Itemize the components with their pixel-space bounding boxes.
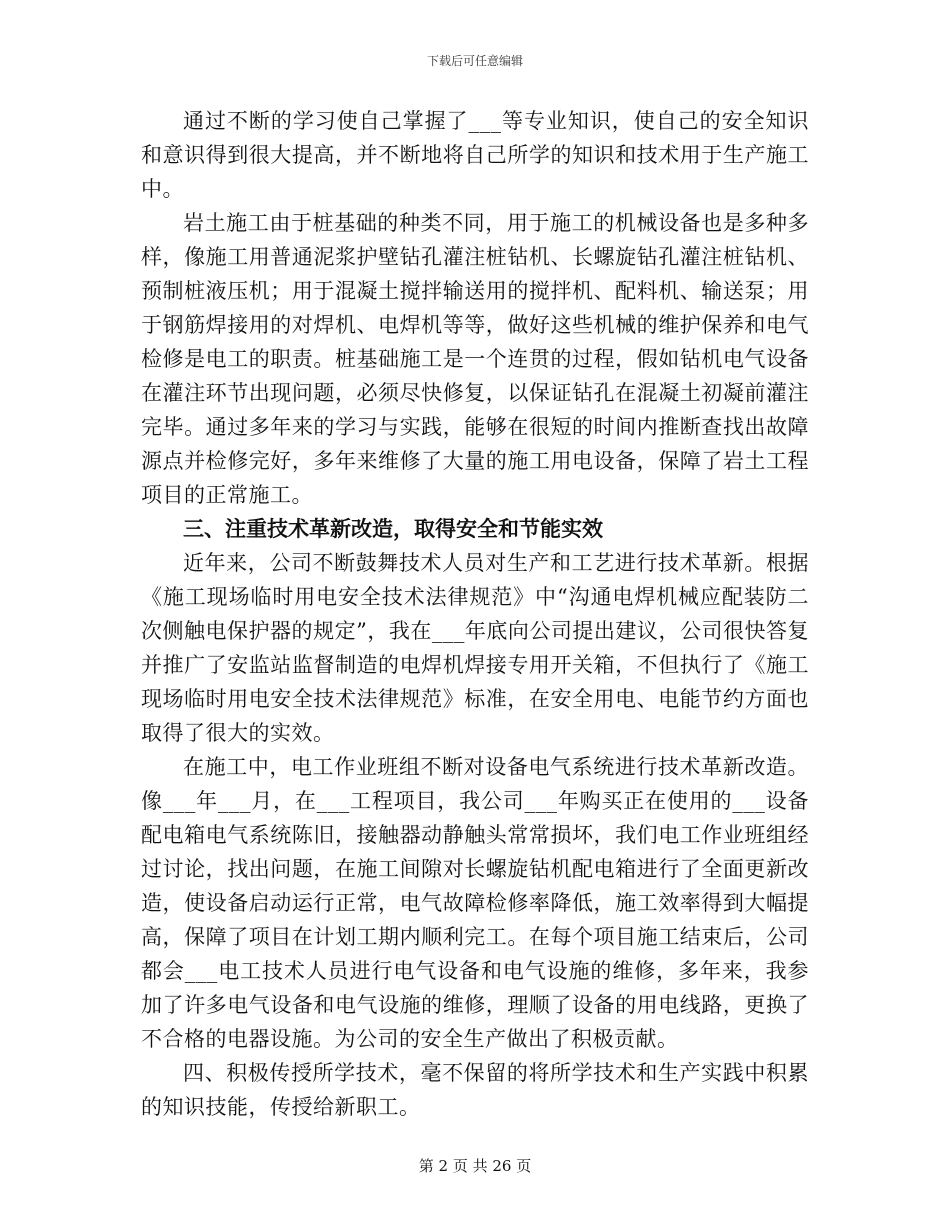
paragraph-5: 四、积极传授所学技术，毫不保留的将所学技术和生产实践中积累的知识技能，传授给新职工。 [141, 1061, 809, 1119]
document-body [141, 104, 809, 1124]
paragraph-4: 在施工中，电工作业班组不断对设备电气系统进行技术革新改造。像___年___月，在___工程项目，我公司___年购买正在使用的___设备配电箱电气系统陈旧，接触器动静触头常常损坏，我们电工作业班组经过讨论，找出问题，在施工间隙对长螺旋钻机配电箱进行了全面更新改造，使设备启动运行正常，电气故障检修率降低，施工效率得到大幅提高，保障了项目在计划工期内顺利完工。在每个项目施工结束后，公司都会___电工技术人员进行电气设备和电气设施的维修，多年来，我参加了许多电气设备和电气设施的维修，理顺了设备的用电线路，更换了不合格的电器设施。为公司的安全生产做出了积极贡献。 [141, 755, 809, 1051]
paragraph-2: 岩土施工由于桩基础的种类不同，用于施工的机械设备也是多种多样，像施工用普通泥浆护壁钻孔灌注桩钻机、长螺旋钻孔灌注桩钻机、预制桩液压机；用于混凝土搅拌输送用的搅拌机、配料机、输送泵；用于钢筋焊接用的对焊机、电焊机等等，做好这些机械的维护保养和电气检修是电工的职责。桩基础施工是一个连贯的过程，假如钻机电气设备在灌注环节出现问题，必须尽快修复，以保证钻孔在混凝土初凝前灌注完毕。通过多年来的学习与实践，能够在很短的时间内推断查找出故障源点并检修完好，多年来维修了大量的施工用电设备，保障了岩土工程项目的正常施工。 [141, 211, 809, 507]
paragraph-1: 通过不断的学习使自己掌握了___等专业知识，使自己的安全知识和意识得到很大提高，并不断地将自己所学的知识和技术用于生产施工中。 [141, 109, 809, 201]
section-heading-3: 三、注重技术革新改造，取得安全和节能实效 [183, 516, 603, 541]
page-footer: 第 2 页 共 26 页 [418, 1157, 532, 1175]
paragraph-3: 近年来，公司不断鼓舞技术人员对生产和工艺进行技术革新。根据《施工现场临时用电安全技术法律规范》中“沟通电焊机械应配装防二次侧触电保护器的规定”，我在___年底向公司提出建议，公司很快答复并推广了安监站监督制造的电焊机焊接专用开关箱，不但执行了《施工现场临时用电安全技术法律规范》标准，在安全用电、电能节约方面也取得了很大的实效。 [141, 551, 809, 745]
page-header: 下载后可任意编辑 [426, 54, 523, 68]
